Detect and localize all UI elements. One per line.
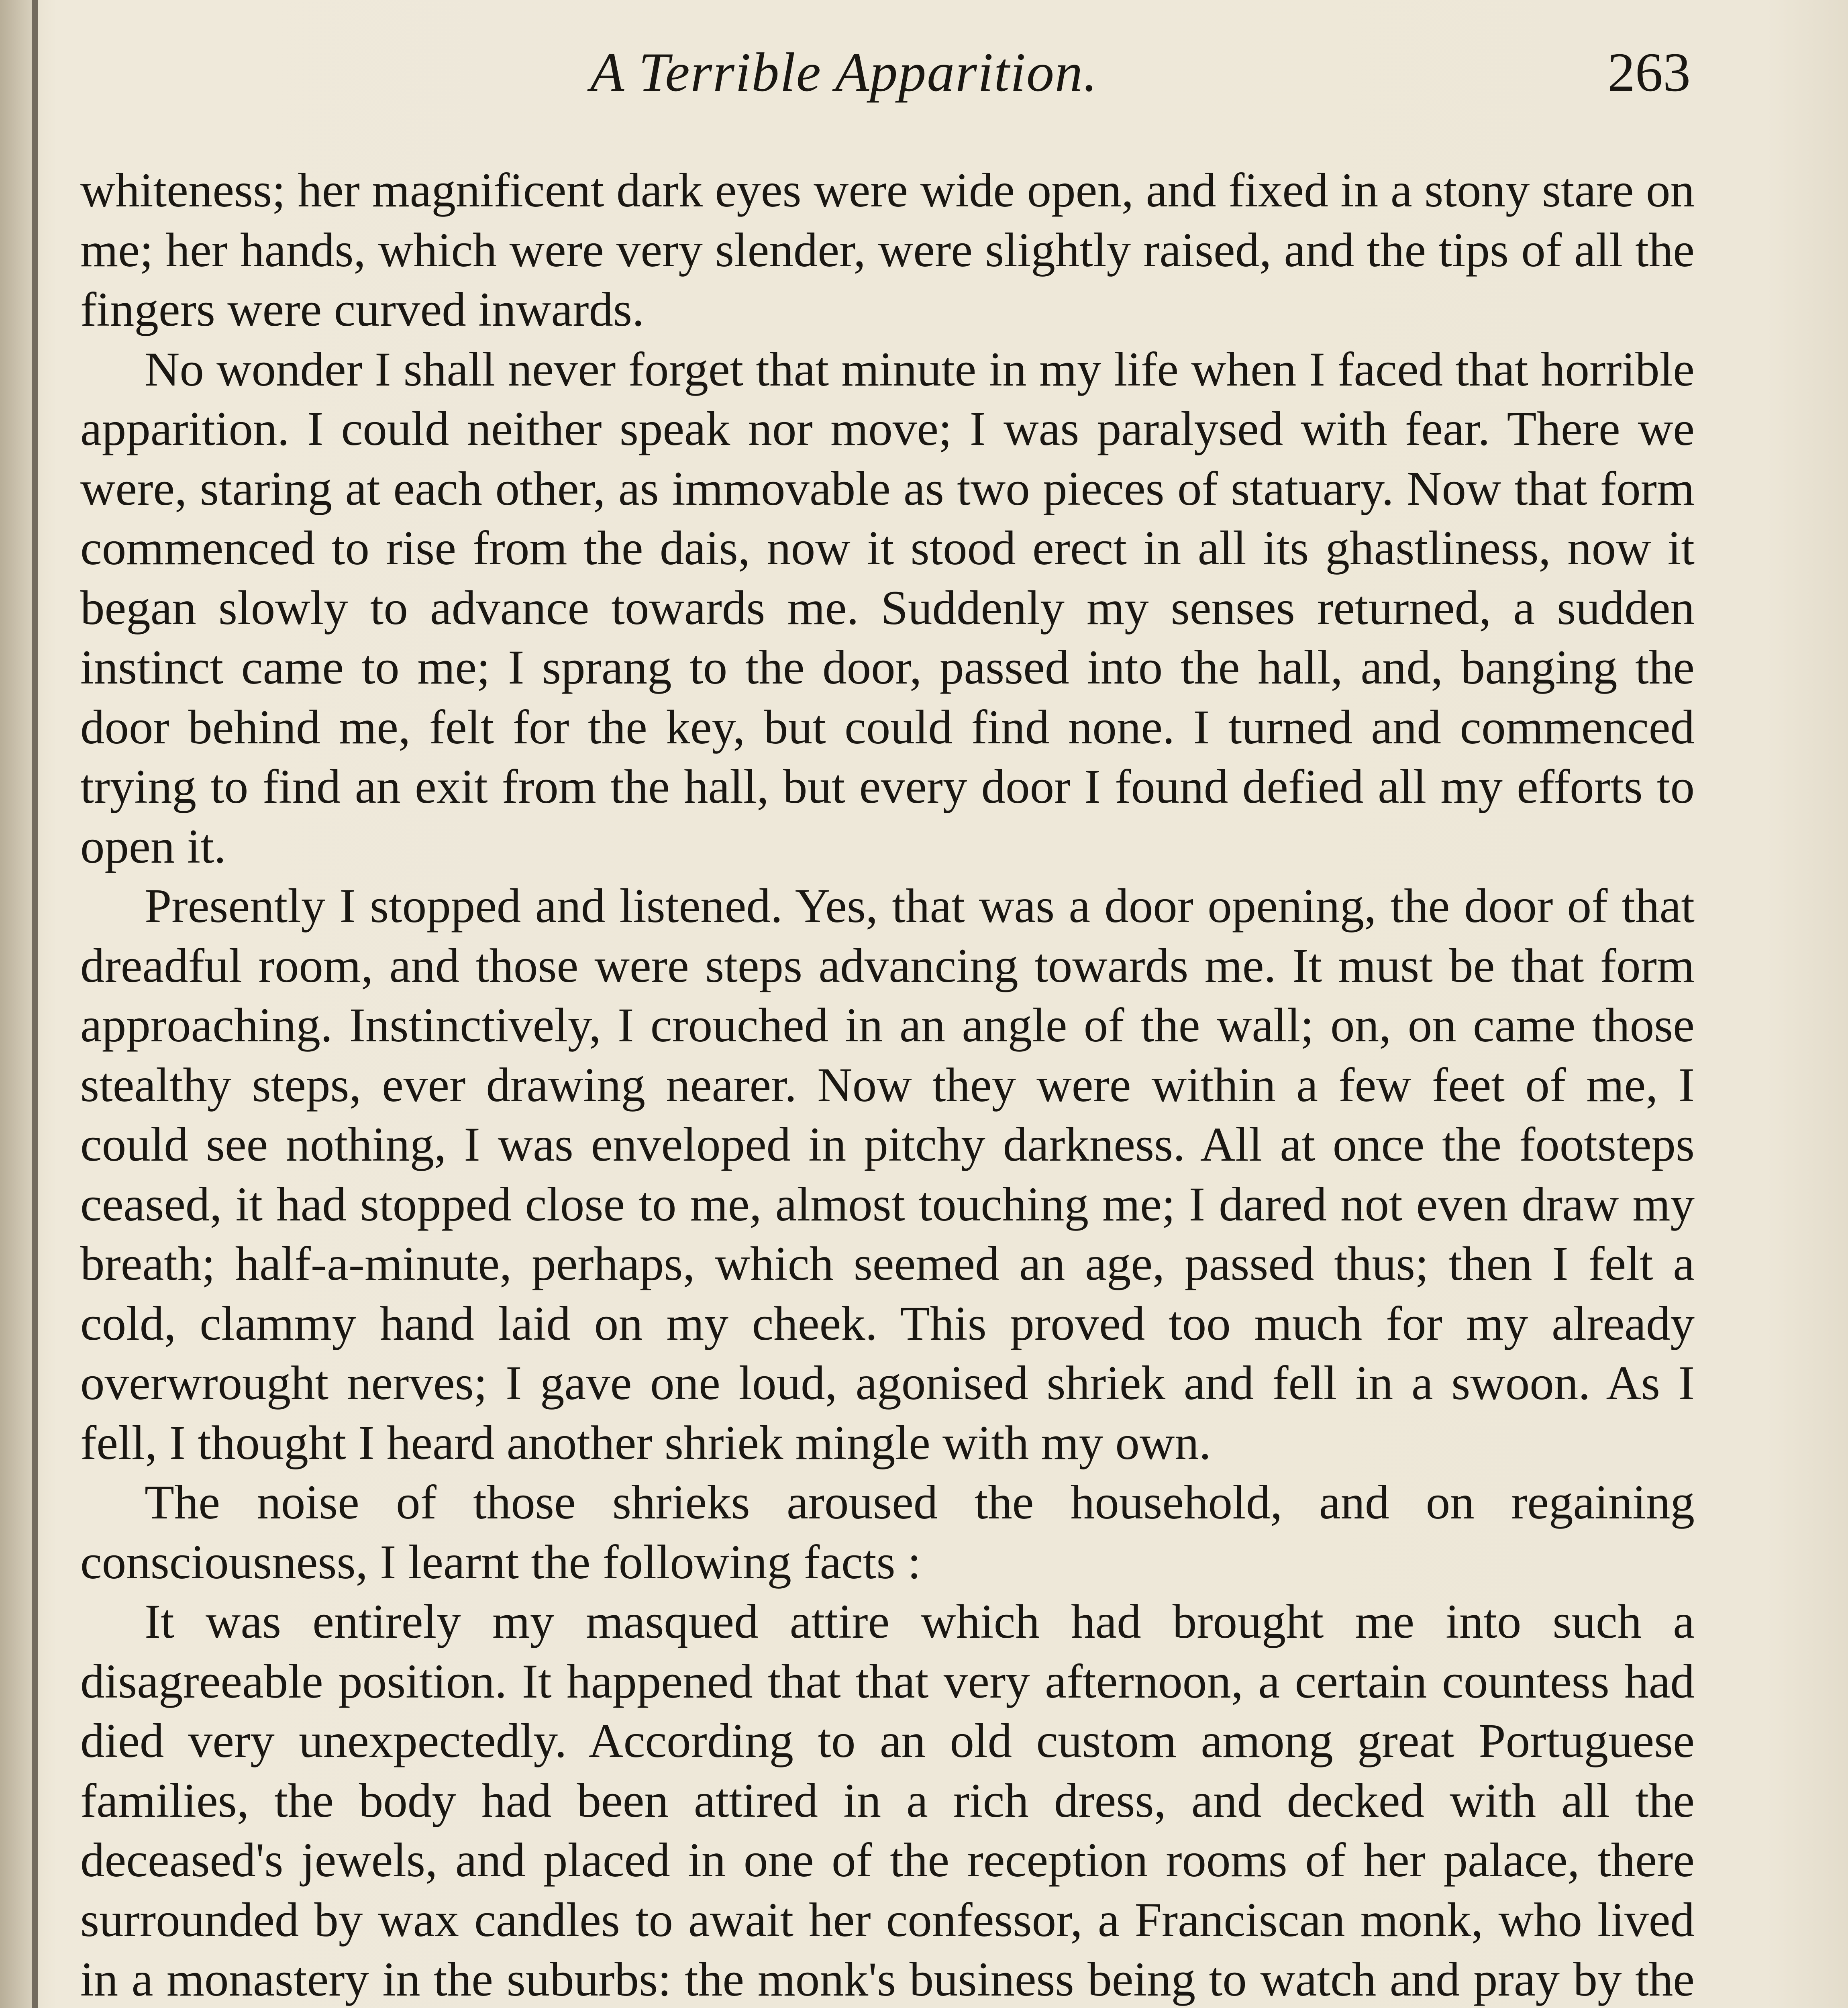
paragraph: Presently I stopped and listened. Yes, that was a door opening, the door of that dreadful room, and those were steps advancing towards me. It must be that form approaching. Instinctively, I crouched in an angle of the wall; on, on came those stealthy steps, ever drawing nearer. Now they were within a few feet of me, I could see nothing, I was enveloped in pitchy darkness. All at once the footsteps ceased, it had stopped close to me, almost touching me; I dared not even draw my breath; half-a-minute, perhaps, which seemed an age, passed thus; then I felt a cold, clammy hand laid on my cheek. This proved too much for my already overwrought nerves; I gave one loud, agonised shriek and fell in a swoon. As I fell, I thought I heard another shriek mingle with my own. [80,879,1695,1470]
paragraph: It was entirely my masqued attire which had brought me into such a disagreeable position. It happened that that very afternoon, a certain countess had died very unexpectedly. According to an old custom among great Portuguese families, the body had been attired in a rich dress, and decked with all the deceased's jewels, and placed in one of the reception rooms of her palace, there surrounded by wax candles to await her confessor, a Franciscan monk, who lived in a monastery in the suburbs: the monk's business being to watch and pray by the [80,1595,1695,2006]
paragraph: whiteness; her magnificent dark eyes were wide open, and fixed in a stony stare on me; her hands, which were very slender, were slightly raised, and the tips of all the fingers were curved inwards. [80,163,1695,337]
running-title: A Terrible Apparition. [590,41,1098,103]
paragraph: No wonder I shall never forget that minute in my life when I faced that horrible apparition. I could neither speak nor move; I was paralysed with fear. There we were, staring at each other, as immovable as two pieces of statuary. Now that form commenced to rise from the dais, now it stood erect in all its ghastliness, now it began slowly to advance towards me. Suddenly my senses returned, a sudden instinct came to me; I sprang to the door, passed into the hall, and, banging the door behind me, felt for the key, but could find none. I turned and commenced trying to find an exit from the hall, but every door I found defied all my efforts to open it. [80,342,1695,873]
paragraph: The noise of those shrieks aroused the household, and on regaining consciousness, I learnt the following facts : [80,1475,1695,1589]
page-number: 263 [1607,41,1691,103]
book-binding-edge [32,0,38,2008]
binding-shadow [0,0,32,2008]
body-text [80,161,1695,2008]
page-header [84,40,1691,116]
